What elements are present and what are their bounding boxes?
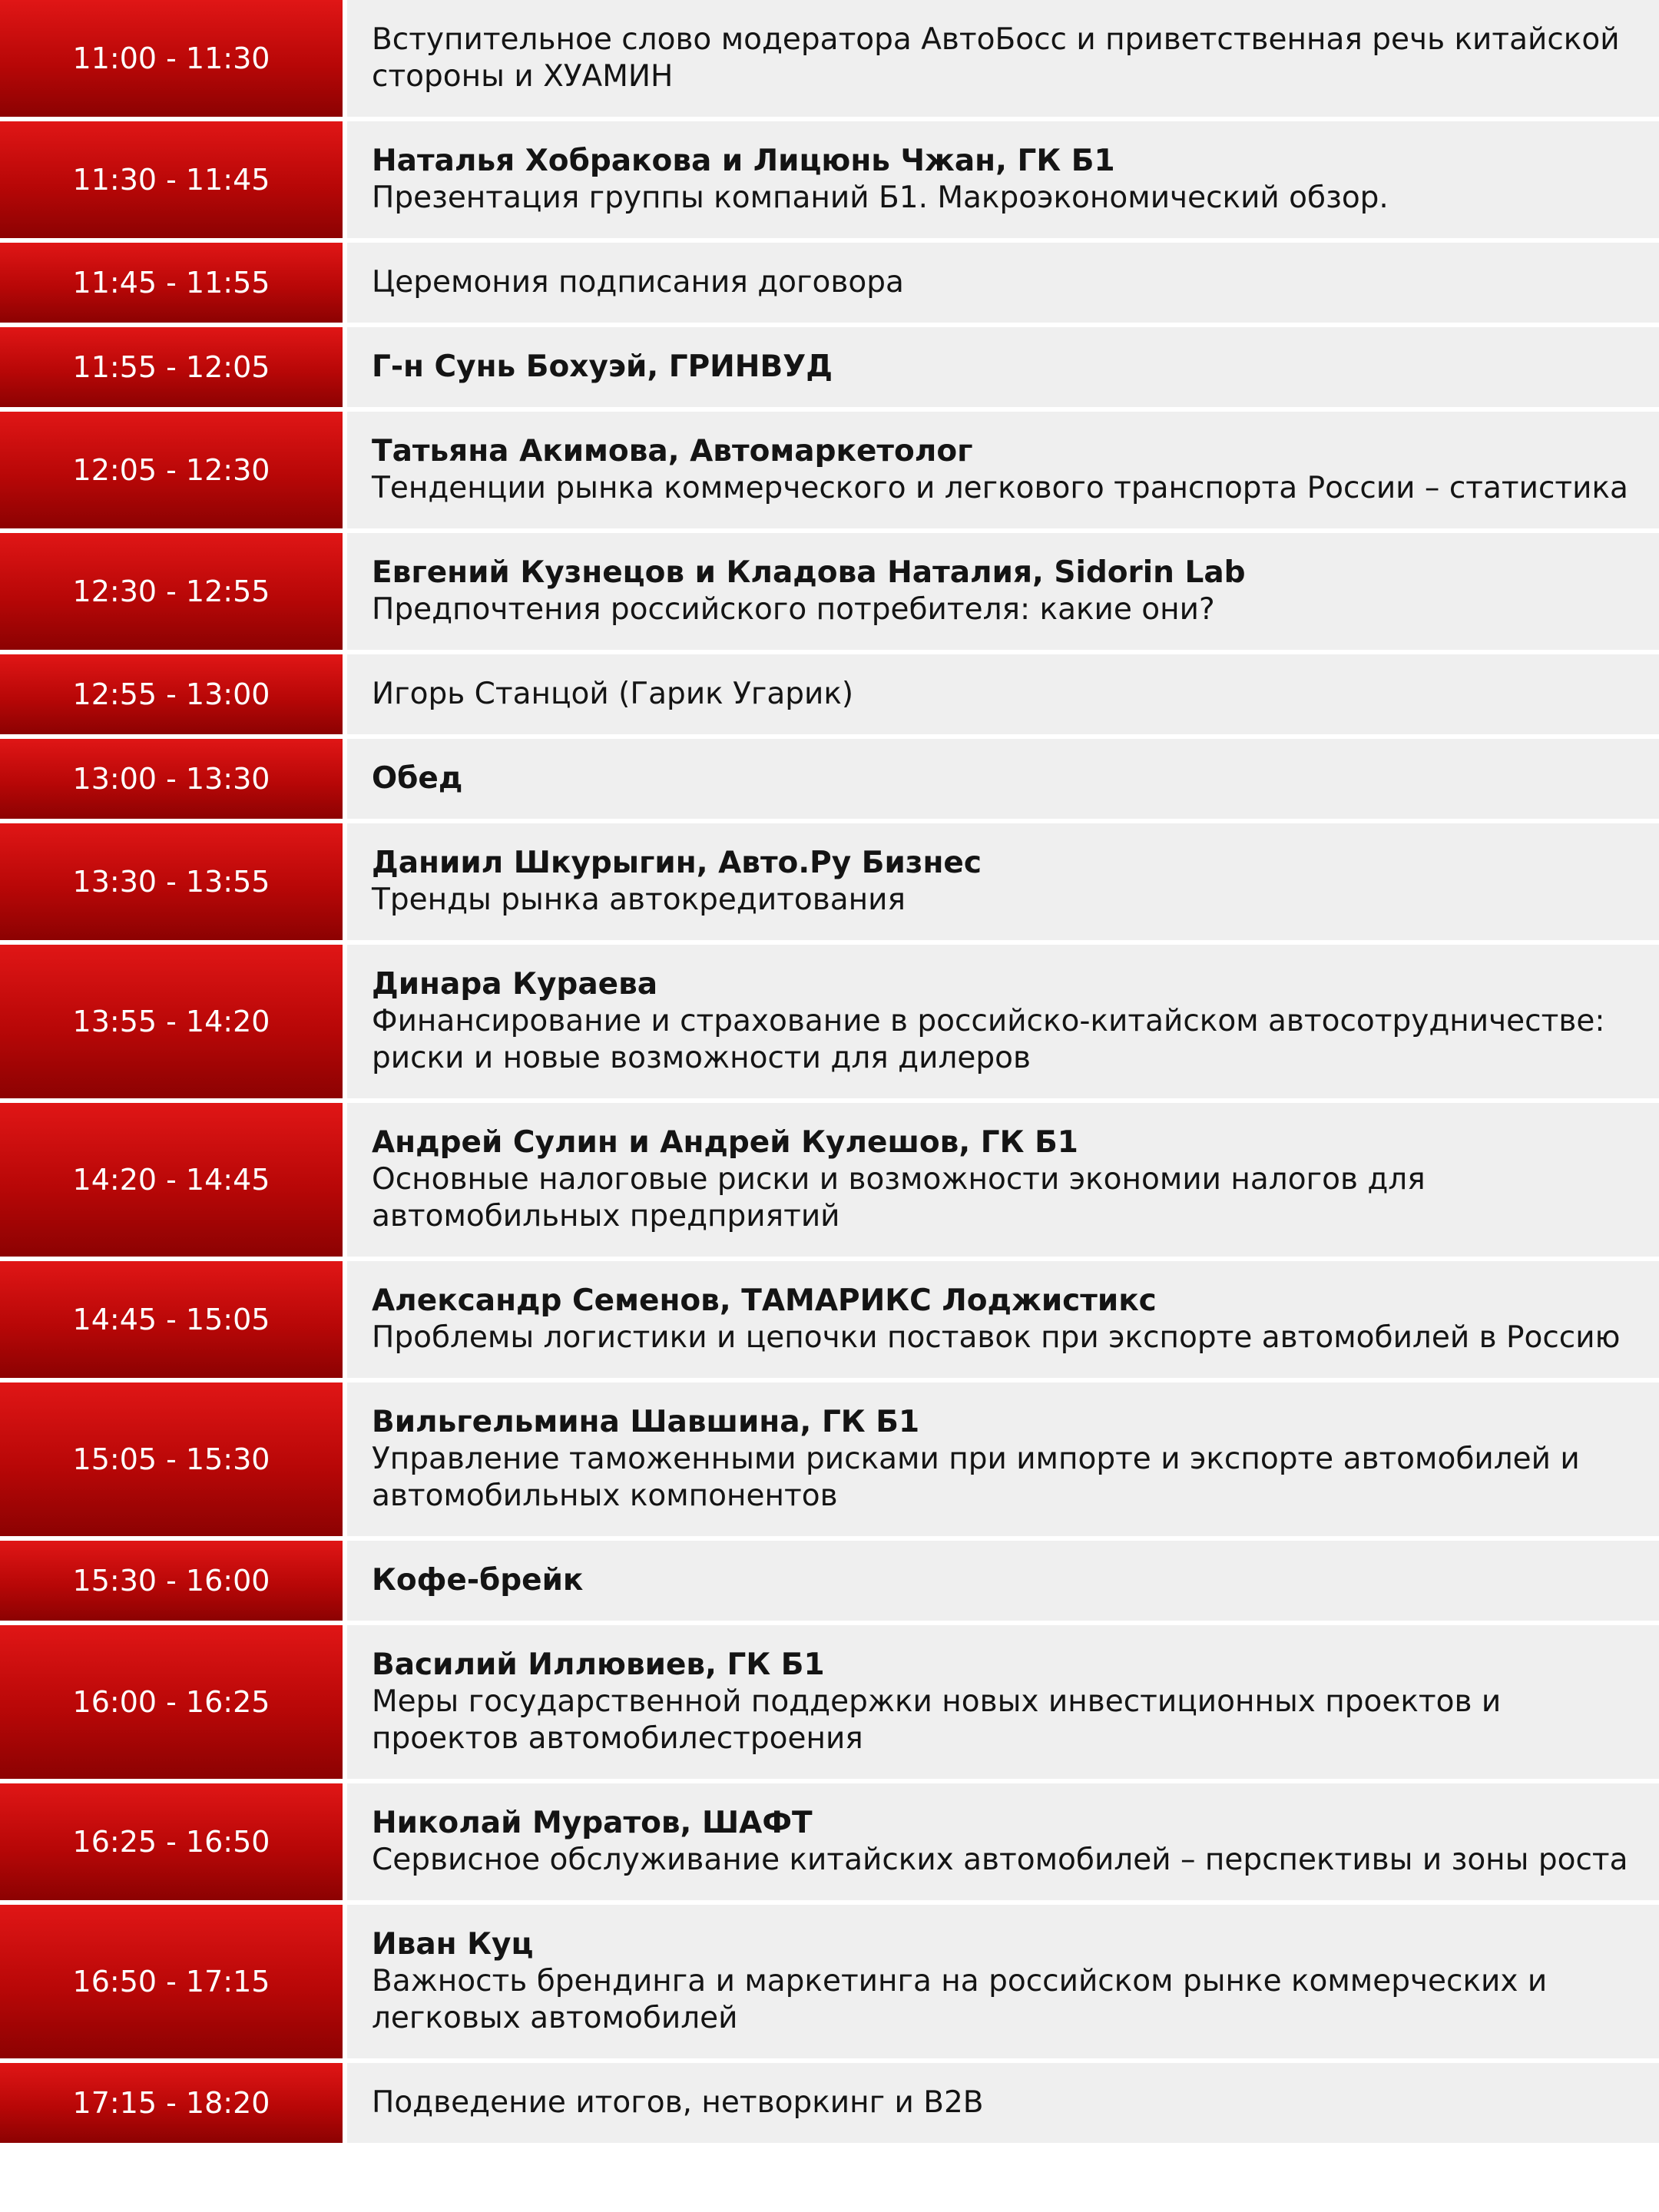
time-slot: 13:00 - 13:30 [0,739,343,819]
speaker-name: Александр Семенов, ТАМАРИКС Лоджистикс [372,1283,1157,1318]
time-slot: 11:45 - 11:55 [0,243,343,323]
time-slot: 14:20 - 14:45 [0,1103,343,1257]
session-content [347,412,1659,528]
session-content [347,1783,1659,1900]
speaker-name: Николай Муратов, ШАФТ [372,1806,813,1840]
session-topic: Важность брендинга и маркетинга на российском рынке коммерческих и легковых автомобилей [372,1964,1548,2035]
time-slot: 11:00 - 11:30 [0,0,343,117]
schedule-row [0,1382,1659,1536]
session-content [347,1625,1659,1779]
session-content [347,1541,1659,1621]
schedule-row [0,1261,1659,1378]
speaker-name: Василий Иллювиев, ГК Б1 [372,1647,825,1682]
session-content [347,533,1659,650]
session-content [347,327,1659,407]
time-slot: 17:15 - 18:20 [0,2063,343,2143]
session-content [347,1103,1659,1257]
speaker-name: Татьяна Акимова, Автомаркетолог [372,434,973,469]
session-content [347,823,1659,940]
schedule-row [0,0,1659,117]
time-slot: 16:25 - 16:50 [0,1783,343,1900]
session-topic: Проблемы логистики и цепочки поставок при экспорте автомобилей в Россию [372,1320,1621,1355]
time-slot: 15:05 - 15:30 [0,1382,343,1536]
session-content [347,243,1659,323]
schedule-row [0,121,1659,238]
time-slot: 12:30 - 12:55 [0,533,343,650]
session-content [347,121,1659,238]
session-content [347,945,1659,1098]
session-content [347,739,1659,819]
session-content [347,654,1659,734]
session-topic: Управление таможенными рисками при импорте и экспорте автомобилей и автомобильных компонентов [372,1442,1580,1513]
schedule-row [0,654,1659,734]
schedule-row [0,1541,1659,1621]
time-slot: 13:30 - 13:55 [0,823,343,940]
speaker-name: Динара Кураева [372,967,658,1002]
session-topic: Игорь Станцой (Гарик Угарик) [372,677,854,711]
session-topic: Финансирование и страхование в российско-китайском автосотрудничестве: риски и новые возможности для дилеров [372,1004,1605,1075]
session-topic: Церемония подписания договора [372,265,904,300]
speaker-name: Иван Куц [372,1927,534,1962]
schedule-row [0,823,1659,940]
speaker-name: Г-н Сунь Бохуэй, ГРИНВУД [372,349,833,384]
schedule-row [0,2063,1659,2143]
time-slot: 16:50 - 17:15 [0,1905,343,2058]
time-slot: 14:45 - 15:05 [0,1261,343,1378]
session-topic: Предпочтения российского потребителя: какие они? [372,592,1215,627]
time-slot: 16:00 - 16:25 [0,1625,343,1779]
schedule-row [0,327,1659,407]
time-slot: 13:55 - 14:20 [0,945,343,1098]
session-topic: Меры государственной поддержки новых инвестиционных проектов и проектов автомобилестроения [372,1684,1502,1756]
speaker-name: Кофе-брейк [372,1563,584,1598]
speaker-name: Наталья Хобракова и Лицюнь Чжан, ГК Б1 [372,144,1115,178]
session-content [347,1261,1659,1378]
session-topic: Сервисное обслуживание китайских автомобилей – перспективы и зоны роста [372,1843,1628,1877]
session-content [347,1905,1659,2058]
time-slot: 15:30 - 16:00 [0,1541,343,1621]
speaker-name: Обед [372,761,463,796]
session-content [347,1382,1659,1536]
speaker-name: Андрей Сулин и Андрей Кулешов, ГК Б1 [372,1125,1078,1160]
schedule-row [0,412,1659,528]
session-topic: Основные налоговые риски и возможности экономии налогов для автомобильных предприятий [372,1162,1426,1233]
schedule-row [0,1625,1659,1779]
session-topic: Вступительное слово модератора АвтоБосс и приветственная речь китайской стороны и ХУАМИН [372,22,1620,94]
speaker-name: Вильгельмина Шавшина, ГК Б1 [372,1405,920,1439]
schedule-row [0,1783,1659,1900]
session-content [347,0,1659,117]
session-topic: Тенденции рынка коммерческого и легкового транспорта России – статистика [372,471,1628,505]
schedule-row [0,1103,1659,1257]
schedule-row [0,533,1659,650]
session-content [347,2063,1659,2143]
schedule-row [0,1905,1659,2058]
time-slot: 12:05 - 12:30 [0,412,343,528]
session-topic: Тренды рынка автокредитования [372,882,906,917]
schedule-row [0,739,1659,819]
time-slot: 11:55 - 12:05 [0,327,343,407]
time-slot: 12:55 - 13:00 [0,654,343,734]
session-topic: Подведение итогов, нетворкинг и B2B [372,2085,984,2120]
speaker-name: Даниил Шкурыгин, Авто.Ру Бизнес [372,846,982,880]
time-slot: 11:30 - 11:45 [0,121,343,238]
speaker-name: Евгений Кузнецов и Кладова Наталия, Sidorin Lab [372,555,1246,590]
schedule-row [0,945,1659,1098]
session-topic: Презентация группы компаний Б1. Макроэкономический обзор. [372,180,1389,215]
schedule-row [0,243,1659,323]
